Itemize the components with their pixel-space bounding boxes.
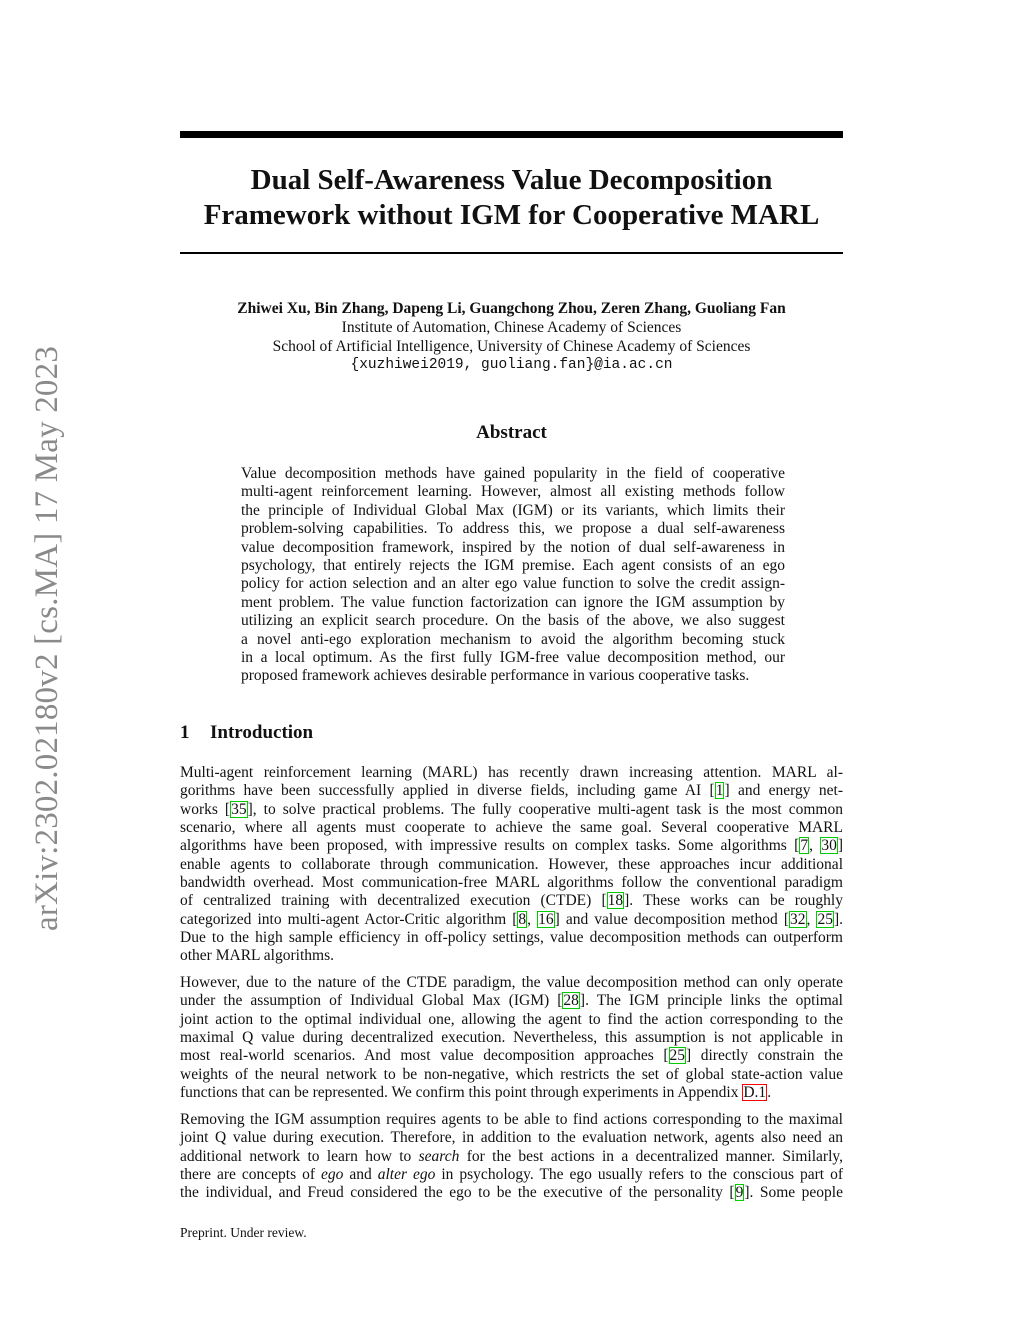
paragraph-line: Due to the high sample efficiency in off-policy settings, value decomposition methods can outperform [180, 929, 843, 947]
footer-note: Preprint. Under review. [180, 1225, 307, 1240]
author-names: Zhiwei Xu, Bin Zhang, Dapeng Li, Guangchong Zhou, Zeren Zhang, Guoliang Fan [237, 300, 786, 317]
abstract-line: psychology, that entirely rejects the IGM premise. Each agent consists of an ego [241, 557, 785, 575]
affiliation-1: Institute of Automation, Chinese Academy of Sciences [341, 319, 682, 336]
citation-link[interactable]: 9 [735, 1184, 744, 1202]
abstract-body [241, 465, 785, 686]
citation-link[interactable]: 32 [790, 910, 806, 928]
paragraph-line: gorithms have been successfully applied in diverse fields, including game AI [1] and energy net- [180, 782, 843, 800]
title-line-2: Framework without IGM for Cooperative MARL [203, 199, 820, 231]
abstract-line: Value decomposition methods have gained popularity in the field of cooperative [241, 465, 785, 482]
abstract-line: in a local optimum. As the first fully IGM-free value decomposition method, our [241, 649, 785, 667]
abstract-line: a novel anti-ego exploration mechanism to avoid the algorithm becoming stuck [241, 630, 785, 648]
abstract-heading: Abstract [476, 422, 547, 443]
paragraph-line: Multi-agent reinforcement learning (MARL) has recently drawn increasing attention. MARL al- [180, 764, 843, 781]
citation-link[interactable]: 8 [518, 910, 527, 928]
intro-paragraph-2 [180, 974, 843, 1102]
abstract-line: policy for action selection and an alter ego value function to solve the credit assign- [241, 575, 785, 593]
paragraph-line: there are concepts of ego and alter ego in psychology. The ego usually refers to the conscious part of [180, 1166, 843, 1184]
citation-link[interactable]: 1 [715, 782, 724, 800]
paragraph-line: works [35], to solve practical problems. The fully cooperative multi-agent task is the most common [180, 800, 843, 818]
paragraph-line: of centralized training with decentralized execution (CTDE) [18]. These works can be roughly [180, 892, 843, 910]
author-email[interactable]: {xuzhiwei2019, guoliang.fan}@ia.ac.cn [350, 357, 673, 373]
paragraph-line: joint action to the optimal individual one, allowing the agent to find the action corresponding to the [180, 1010, 843, 1028]
section-number: 1 [180, 722, 190, 743]
paragraph-line: algorithms have been proposed, with impressive results on complex tasks. Some algorithms [7, 30] [180, 837, 844, 855]
paragraph-line: the individual, and Freud considered the ego to be the executive of the personality [9]. Some people [180, 1184, 843, 1202]
intro-paragraph-3 [180, 1111, 843, 1203]
citation-link[interactable]: 18 [607, 892, 624, 910]
paragraph-line: weights of the neural network to be non-negative, which restricts the set of global state-action value [180, 1065, 843, 1083]
arxiv-identifier[interactable]: arXiv:2302.02180v2 [cs.MA] 17 May 2023 [29, 345, 65, 931]
abstract-line: utilizing an explicit search procedure. On the basis of the above, we also suggest [241, 612, 785, 630]
title-line-1: Dual Self-Awareness Value Decomposition [250, 164, 773, 196]
paragraph-line: additional network to learn how to search for the best actions in a decentralized manner. Similarly, [180, 1147, 843, 1165]
paragraph-line: categorized into multi-agent Actor-Critic algorithm [8, 16] and value decomposition method [32, 25]. [180, 910, 843, 928]
citation-link[interactable]: 7 [800, 837, 809, 855]
affiliation-2: School of Artificial Intelligence, University of Chinese Academy of Sciences [272, 338, 751, 355]
paragraph-line: maximal Q value during decentralized execution. Nevertheless, this assumption is not applicable in [180, 1029, 843, 1047]
citation-link[interactable]: 28 [563, 992, 579, 1010]
paragraph-line: scenario, where all agents must cooperate to achieve the same goal. Several cooperative MARL [180, 819, 843, 837]
abstract-line: value decomposition framework, inspired by the notion of dual self-awareness in [241, 538, 785, 556]
title-top-rule [180, 131, 843, 138]
title-bottom-rule [180, 252, 843, 254]
citation-link[interactable]: 30 [821, 837, 837, 855]
abstract-line: multi-agent reinforcement learning. However, almost all existing methods follow [241, 483, 785, 501]
citation-link[interactable]: 35 [231, 800, 247, 818]
citation-link[interactable]: 25 [669, 1047, 686, 1065]
abstract-line: problem-solving capabilities. To address this, we propose a dual self-awareness [241, 520, 785, 538]
paper-title [180, 163, 843, 233]
abstract-line: proposed framework achieves desirable performance in various cooperative tasks. [241, 667, 750, 685]
paragraph-line: joint Q value during execution. Therefore, in addition to the evaluation network, agents also need an [180, 1129, 843, 1147]
paragraph-line: most real-world scenarios. And most value decomposition approaches [25] directly constrain the [180, 1047, 843, 1065]
paragraph-line: under the assumption of Individual Global Max (IGM) [28]. The IGM principle links the optimal [180, 992, 843, 1010]
abstract-line: ment problem. The value function factorization can ignore the IGM assumption by [241, 593, 785, 611]
abstract-line: the principle of Individual Global Max (IGM) or its variants, which limits their [241, 501, 785, 519]
paragraph-line: However, due to the nature of the CTDE paradigm, the value decomposition method can only operate [180, 974, 843, 991]
intro-paragraph-1 [180, 764, 843, 966]
citation-link[interactable]: 16 [538, 910, 554, 928]
paragraph-line: Removing the IGM assumption requires agents to be able to find actions corresponding to the maximal [180, 1111, 843, 1128]
citation-link[interactable]: 25 [817, 910, 833, 928]
section-title-text: Introduction [210, 722, 314, 743]
appendix-link[interactable]: D.1 [743, 1084, 767, 1102]
paragraph-line: enable agents to collaborate through communication. However, these approaches incur additional [180, 855, 843, 873]
section-heading-introduction [180, 721, 313, 745]
paragraph-line: functions that can be represented. We confirm this point through experiments in Appendix D.1. [180, 1084, 772, 1102]
paragraph-line: bandwidth overhead. Most communication-free MARL algorithms follow the conventional paradigm [180, 874, 843, 892]
paragraph-line: other MARL algorithms. [180, 947, 334, 965]
author-block [180, 299, 843, 375]
